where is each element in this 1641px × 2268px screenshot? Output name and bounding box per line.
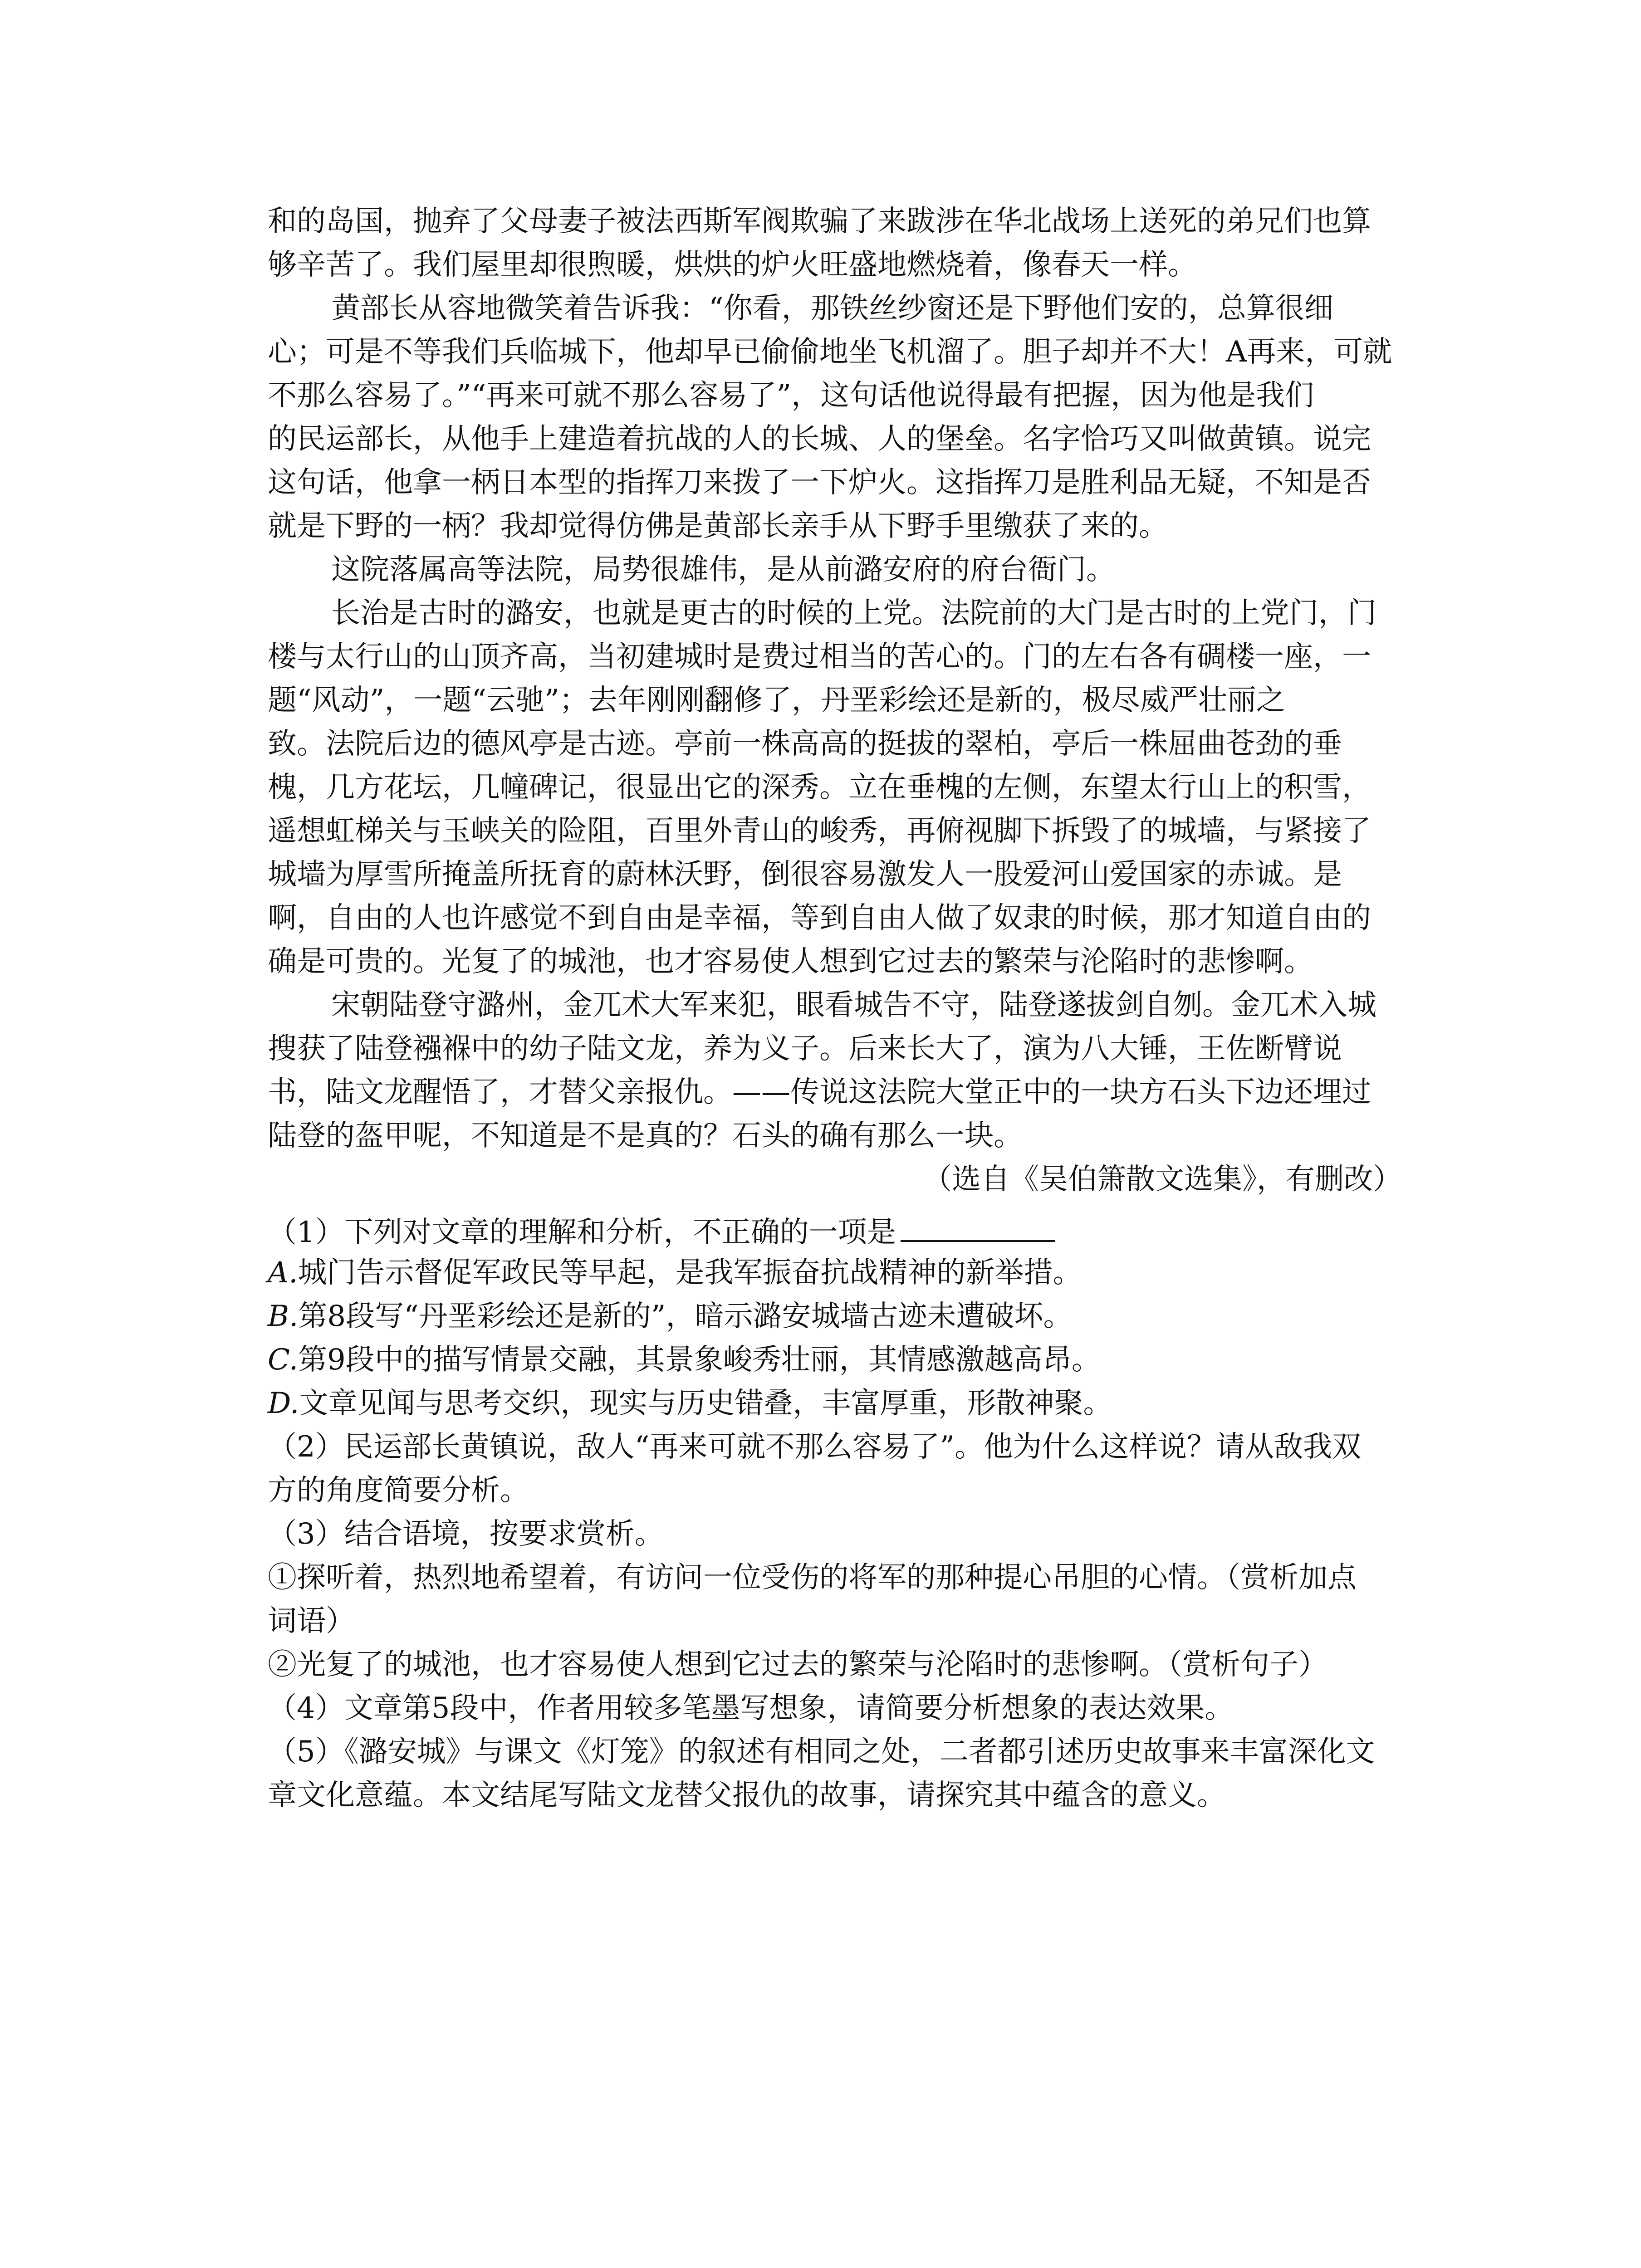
answer-blank[interactable] [901, 1207, 1055, 1242]
text-line: 词语） [268, 1604, 355, 1638]
text-line: （4）文章第5段中，作者用较多笔墨写想象，请简要分析想象的表达效果。 [268, 1691, 1234, 1725]
text-line: 这院落属高等法院，局势很雄伟，是从前潞安府的府台衙门。 [331, 553, 1115, 587]
option-text: 第9段中的描写情景交融，其景象峻秀壮丽，其情感激越高昂。 [298, 1343, 1101, 1377]
text-line: 和的岛国，抛弃了父母妻子被法西斯军阀欺骗了来跋涉在华北战场上送死的弟兄们也算 [268, 205, 1371, 238]
text-line: （2）民运部长黄镇说，敌人“再来可就不那么容易了”。他为什么这样说？请从敌我双 [268, 1430, 1362, 1464]
text-line: 长治是古时的潞安，也就是更古的时候的上党。法院前的大门是古时的上党门，门 [331, 596, 1376, 630]
option-d [268, 1382, 1429, 1425]
option-letter: B. [268, 1300, 299, 1333]
passage-source: （选自《吴伯箫散文选集》，有删改） [923, 1163, 1402, 1196]
text-line: 这句话，他拿一柄日本型的指挥刀来拨了一下炉火。这指挥刀是胜利品无疑，不知是否 [268, 466, 1371, 499]
question-2 [268, 1425, 1429, 1512]
option-text: 第8段写“丹垩彩绘还是新的”，暗示潞安城墙古迹未遭破坏。 [298, 1300, 1073, 1333]
question-1-stem [268, 1207, 1429, 1251]
passage-paragraph-2 [268, 287, 1429, 548]
passage-paragraph-1 [268, 200, 1429, 287]
text-line: 就是下野的一柄？我却觉得仿佛是黄部长亲手从下野手里缴获了来的。 [268, 509, 1168, 543]
question-1-stem-text: （1）下列对文章的理解和分析，不正确的一项是 [268, 1216, 896, 1249]
passage-paragraph-4 [268, 591, 1429, 983]
text-line: 槐，几方花坛，几幢碑记，很显出它的深秀。立在垂槐的左侧，东望太行山上的积雪， [268, 771, 1371, 804]
text-line: 致。法院后边的德风亭是古迹。亭前一株高高的挺拔的翠柏，亭后一株屈曲苍劲的垂 [268, 727, 1342, 761]
text-line: 方的角度简要分析。 [268, 1474, 529, 1507]
text-line: 不那么容易了。”“再来可就不那么容易了”，这句话他说得最有把握，因为他是我们 [268, 379, 1314, 412]
question-3 [268, 1512, 1429, 1686]
text-line: 题“风动”，一题“云驰”；去年刚刚翻修了，丹垩彩绘还是新的，极尽威严壮丽之 [268, 684, 1285, 717]
question-5 [268, 1730, 1429, 1817]
text-line: 遥想虹梯关与玉峡关的险阻，百里外青山的峻秀，再俯视脚下拆毁了的城墙，与紧接了 [268, 814, 1371, 848]
question-3-item-2: ②光复了的城池，也才容易使人想到它过去的繁荣与沦陷时的悲惨啊。（赏析句子） [268, 1648, 1327, 1681]
text-line: 陆登的盔甲呢，不知道是不是真的？石头的确有那么一块。 [268, 1119, 1023, 1153]
text-line: 城墙为厚雪所掩盖所抚育的蔚林沃野，倒很容易激发人一股爱河山爱国家的赤诚。是 [268, 858, 1342, 891]
option-text: 文章见闻与思考交织，现实与历史错叠，丰富厚重，形散神聚。 [299, 1387, 1112, 1420]
passage-paragraph-3 [268, 548, 1429, 591]
text-line: 够辛苦了。我们屋里却很煦暖，烘烘的炉火旺盛地燃烧着，像春天一样。 [268, 248, 1197, 282]
question-4 [268, 1686, 1429, 1730]
text-line: 搜获了陆登襁褓中的幼子陆文龙，养为义子。后来长大了，演为八大锤，王佐断臂说 [268, 1032, 1342, 1066]
text-line: 楼与太行山的山顶齐高，当初建城时是费过相当的苦心的。门的左右各有碉楼一座，一 [268, 640, 1371, 674]
option-b [268, 1295, 1429, 1338]
text-line: （5）《潞安城》与课文《灯笼》的叙述有相同之处，二者都引述历史故事来丰富深化文 [268, 1735, 1375, 1769]
document-page [268, 200, 1429, 1817]
option-letter: A. [268, 1256, 298, 1290]
option-a [268, 1251, 1429, 1295]
question-1 [268, 1207, 1429, 1425]
text-line: 宋朝陆登守潞州，金兀术大军来犯，眼看城告不守，陆登遂拔剑自刎。金兀术入城 [331, 988, 1376, 1022]
text-line: 的民运部长，从他手上建造着抗战的人的长城、人的堡垒。名字恰巧又叫做黄镇。说完 [268, 422, 1371, 456]
text-line: 确是可贵的。光复了的城池，也才容易使人想到它过去的繁荣与沦陷时的悲惨啊。 [268, 945, 1313, 978]
text-line: 啊，自由的人也许感觉不到自由是幸福，等到自由人做了奴隶的时候，那才知道自由的 [268, 901, 1371, 935]
text-line: 书，陆文龙醒悟了，才替父亲报仇。——传说这法院大堂正中的一块方石头下边还埋过 [268, 1075, 1371, 1109]
question-3-stem: （3）结合语境，按要求赏析。 [268, 1517, 664, 1551]
text-line: 章文化意蕴。本文结尾写陆文龙替父报仇的故事，请探究其中蕴含的意义。 [268, 1779, 1226, 1812]
option-letter: C. [268, 1343, 299, 1377]
option-letter: D. [268, 1387, 299, 1420]
text-line: 心；可是不等我们兵临城下，他却早已偷偷地坐飞机溜了。胆子却并不大！A再来，可就 [268, 335, 1392, 369]
option-text: 城门告示督促军政民等早起，是我军振奋抗战精神的新举措。 [298, 1256, 1082, 1290]
text-line: ①探听着，热烈地希望着，有访问一位受伤的将军的那种提心吊胆的心情。（赏析加点 [268, 1561, 1357, 1594]
passage-paragraph-5 [268, 983, 1429, 1158]
text-line: 黄部长从容地微笑着告诉我：“你看，那铁丝纱窗还是下野他们安的，总算很细 [331, 292, 1333, 325]
option-c [268, 1338, 1429, 1382]
